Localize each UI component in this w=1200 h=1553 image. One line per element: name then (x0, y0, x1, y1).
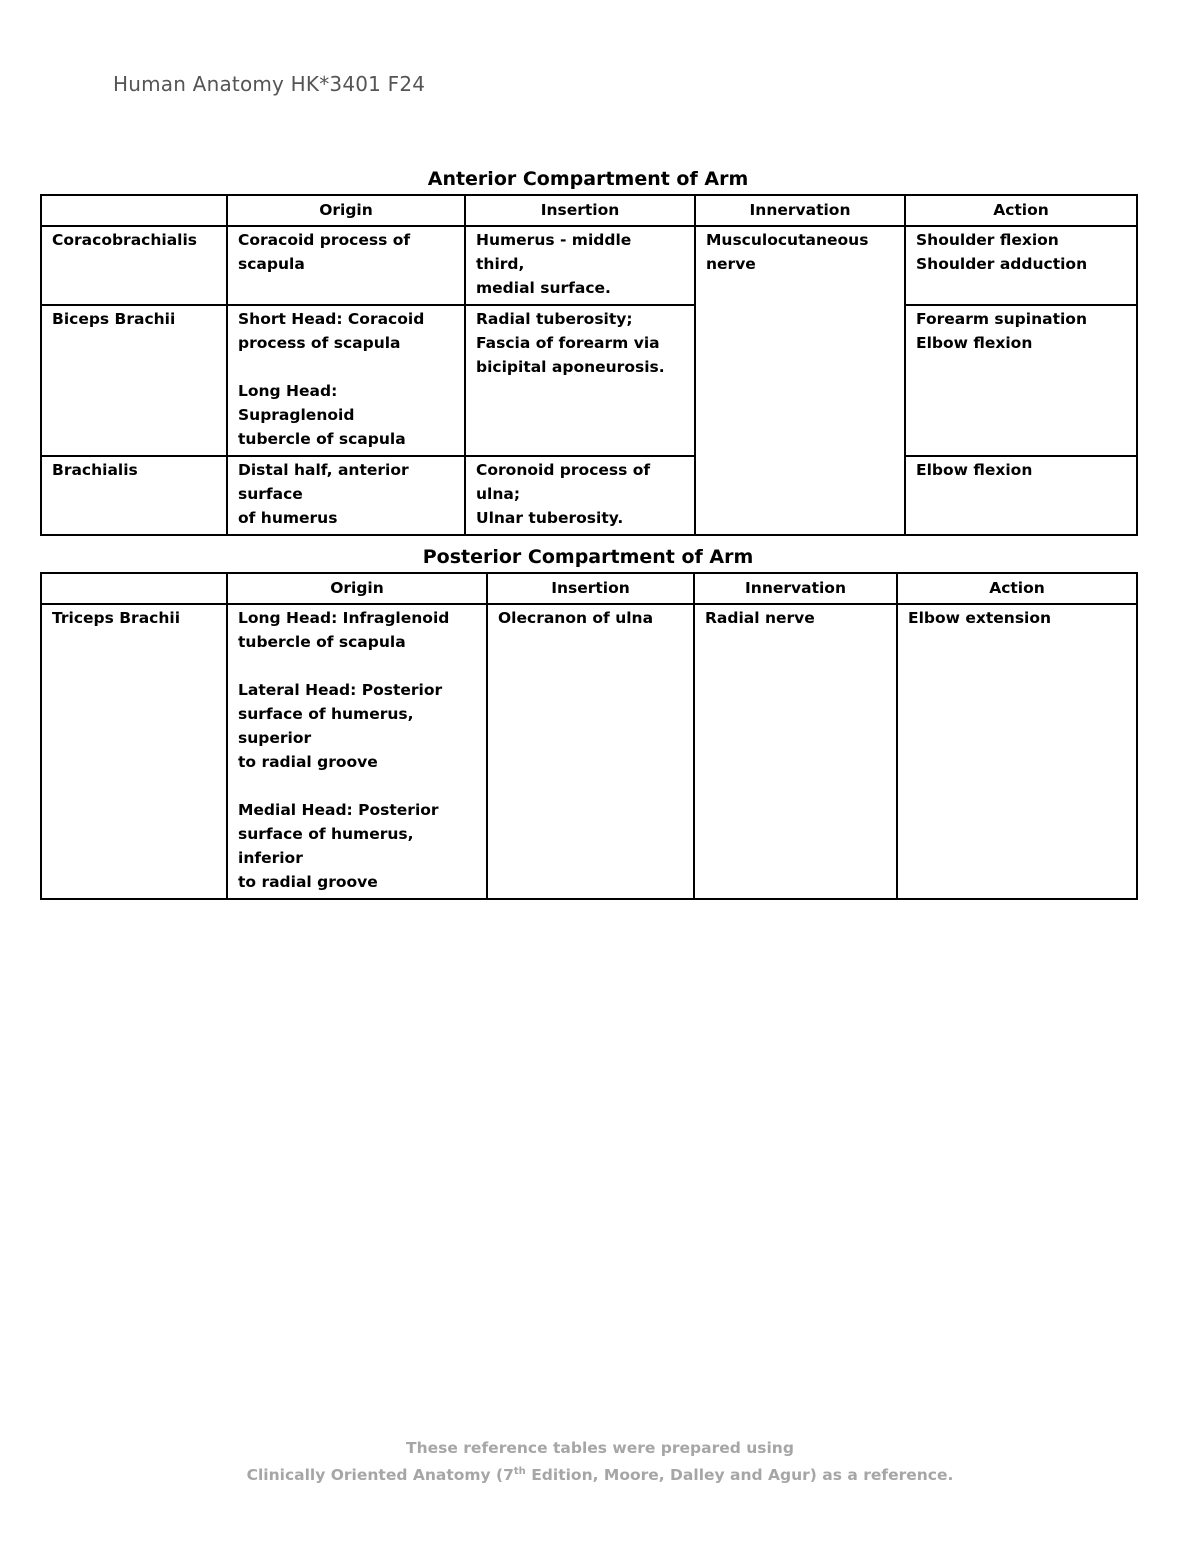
insertion-cell: Olecranon of ulna (487, 604, 694, 899)
origin-line: Short Head: Coracoid (238, 310, 425, 328)
spacer (238, 355, 454, 379)
insertion-line: Ulnar tuberosity. (476, 509, 624, 527)
action-cell (905, 305, 1137, 456)
muscle-name: Biceps Brachii (41, 305, 227, 456)
innervation-line: Musculocutaneous (706, 231, 869, 249)
footer-citation-end: Edition, Moore, Dalley and Agur) as a reference. (525, 1466, 954, 1485)
table-header-row (41, 573, 1137, 604)
table-row (41, 305, 1137, 456)
header-muscle (41, 573, 227, 604)
anterior-table-title: Anterior Compartment of Arm (427, 168, 749, 190)
origin-line: Long Head: Infraglenoid (238, 609, 450, 627)
table-row (41, 456, 1137, 535)
table-row (41, 226, 1137, 305)
origin-line: Long Head: Supraglenoid (238, 382, 355, 424)
muscle-name: Brachialis (41, 456, 227, 535)
origin-line: Distal half, anterior surface (238, 461, 409, 503)
origin-line: to radial groove (238, 753, 378, 771)
action-line: Elbow flexion (916, 461, 1033, 479)
origin-line: of humerus (238, 509, 338, 527)
header-muscle (41, 195, 227, 226)
posterior-table-title: Posterior Compartment of Arm (422, 546, 754, 568)
table-header-row (41, 195, 1137, 226)
spacer (238, 774, 476, 798)
header-insertion: Insertion (465, 195, 695, 226)
posterior-compartment-table (40, 572, 1138, 900)
action-cell (905, 456, 1137, 535)
action-cell: Elbow extension (897, 604, 1137, 899)
action-line: Forearm supination (916, 310, 1087, 328)
action-line: Elbow flexion (916, 334, 1033, 352)
header-innervation: Innervation (695, 195, 905, 226)
header-origin: Origin (227, 195, 465, 226)
header-innervation: Innervation (694, 573, 897, 604)
insertion-line: Humerus - middle third, (476, 231, 632, 273)
origin-line: Coracoid process of (238, 231, 411, 249)
origin-cell (227, 604, 487, 899)
innervation-cell: Radial nerve (694, 604, 897, 899)
origin-line: tubercle of scapula (238, 633, 406, 651)
origin-cell (227, 305, 465, 456)
course-header: Human Anatomy HK*3401 F24 (113, 72, 426, 96)
muscle-name: Triceps Brachii (41, 604, 227, 899)
origin-line: surface of humerus, inferior (238, 825, 414, 867)
origin-line: process of scapula (238, 334, 401, 352)
footer-citation-start: Clinically Oriented Anatomy (7 (246, 1466, 514, 1485)
header-insertion: Insertion (487, 573, 694, 604)
origin-line: scapula (238, 255, 305, 273)
insertion-cell (465, 456, 695, 535)
footer-superscript: th (513, 1466, 526, 1477)
header-origin: Origin (227, 573, 487, 604)
footer-line-2 (0, 1460, 1200, 1487)
origin-cell (227, 226, 465, 305)
spacer (238, 654, 476, 678)
origin-line: Lateral Head: Posterior (238, 681, 443, 699)
table-row (41, 604, 1137, 899)
muscle-name: Coracobrachialis (41, 226, 227, 305)
origin-cell (227, 456, 465, 535)
insertion-line: Fascia of forearm via (476, 334, 660, 352)
anterior-compartment-table (40, 194, 1138, 536)
header-action: Action (897, 573, 1137, 604)
header-action: Action (905, 195, 1137, 226)
insertion-line: bicipital aponeurosis. (476, 358, 665, 376)
origin-line: tubercle of scapula (238, 430, 406, 448)
innervation-line: nerve (706, 255, 756, 273)
insertion-line: medial surface. (476, 279, 611, 297)
action-line: Shoulder adduction (916, 255, 1088, 273)
footer-line-1: These reference tables were prepared using (406, 1439, 794, 1457)
insertion-line: Radial tuberosity; (476, 310, 633, 328)
reference-footer (0, 1436, 1200, 1487)
action-line: Shoulder flexion (916, 231, 1059, 249)
origin-line: Medial Head: Posterior (238, 801, 439, 819)
action-cell (905, 226, 1137, 305)
insertion-cell (465, 226, 695, 305)
insertion-cell (465, 305, 695, 456)
insertion-line: Coronoid process of ulna; (476, 461, 651, 503)
origin-line: to radial groove (238, 873, 378, 891)
origin-line: surface of humerus, superior (238, 705, 414, 747)
innervation-cell (695, 226, 905, 535)
